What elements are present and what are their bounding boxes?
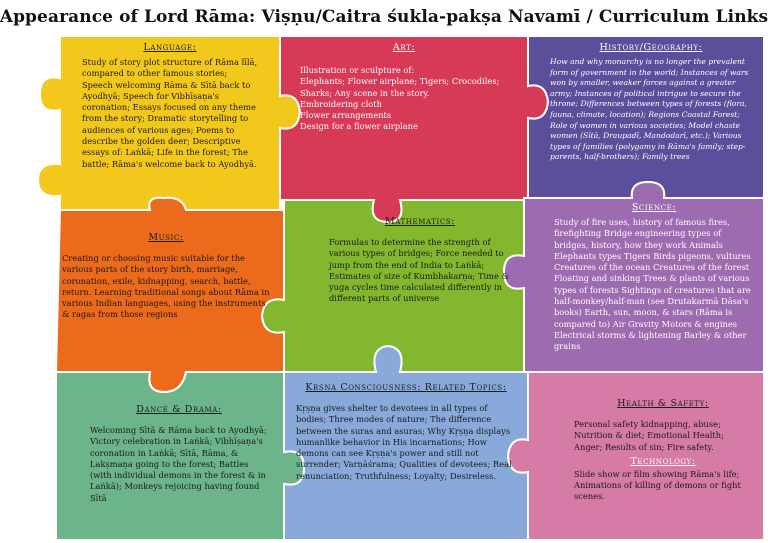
dance-drama-section	[60, 398, 280, 536]
art-heading: Art:	[392, 42, 416, 53]
technology-text: Slide show or film showing Rāma's life; Animations of killing of demons or fight scenes.	[574, 468, 741, 502]
science-text: Study of fire uses, history of famous fires, firefighting Bridge engineering types of bridges, history, how they work Animals Elephants types Tigers Birds pigeons, vultures Creatures of the ocean Creatures of the forest Floating and sinking Trees & plants of various types of forests Sightings of creatures that are half-monkey/half-man (see Drutakarmā Dāsa's books) Earth, sun, moon, & stars (Rāma is compared to) Air Gravity Motors & engines Electrical storms & lightening Barley & other grains	[554, 217, 751, 352]
science-section	[540, 198, 762, 372]
art-line: Design for a flower airplane	[300, 121, 418, 132]
history-text: How and why monarchy is no longer the prevalent form of government in the world; Instances of wars won by smaller, weaker forces against a greater army; Instances of political intrigue to secure the throne; Differences between types of forests (flora, fauna, climate, location); Regions Coastal Forest; Role of women in various societies; Model chaste women (Sītā, Draupadī, Mandodarī, etc.); Various types of families (polygamy in Rāma's family; step-parents, half-brothers); Family trees	[550, 57, 749, 162]
krsna-consciousness-heading: Kṛṣṇa Consciousness: Related Topics:	[305, 382, 507, 393]
language-section	[50, 38, 276, 210]
history-section	[530, 38, 762, 198]
music-section	[50, 220, 280, 370]
krsna-consciousness-section	[290, 378, 526, 536]
history-heading: History/Geography:	[599, 42, 703, 53]
page-title: Appearance of Lord Rāma: Viṣṇu/Caitra śukla-pakṣa Navamī / Curriculum Links	[0, 7, 768, 27]
mathematics-text: Formulas to determine the strength of various types of bridges; Force needed to jump from the end of India to Laṅkā; Estimates of size of Kumbhakarṇa; Time & yuga cycles time calculated differently in different parts of universe	[329, 237, 509, 304]
art-line: Illustration or sculpture of:	[300, 65, 415, 75]
health-safety-heading: Health & Safety:	[617, 398, 709, 409]
language-heading: Language:	[143, 42, 197, 53]
dance-drama-text: Welcoming Sītā & Rāma back to Ayodhyā; Victory celebration in Laṅkā; Vibhīṣaṇa's coronation in Laṅkā; Sītā, Rāma, & Lakṣmaṇa going to the forest; Battles (with individual demons in the forest & in Laṅkā); Monkeys rejoicing having found Sītā	[90, 425, 267, 503]
health-safety-section	[528, 392, 762, 536]
music-heading: Music:	[148, 232, 184, 243]
technology-heading: Technology:	[630, 455, 696, 467]
art-section	[280, 38, 528, 198]
science-heading: Science:	[631, 202, 677, 213]
art-line: Elephants; Flower airplane; Tigers; Crocodiles; Sharks; Any scene in the story.	[300, 76, 500, 98]
music-text: Creating or choosing music suitable for the various parts of the story birth, marriage, coronation, exile, kidnapping, search, battle, return. Learning traditional songs about Rāma in various Indian languages, using the instruments & ragas from those regions	[62, 253, 270, 320]
mathematics-heading: Mathematics:	[384, 216, 456, 227]
krsna-consciousness-text: Kṛṣṇa gives shelter to devotees in all types of bodies; Three modes of nature; The difference between the suras and asuras; Why Kṛṣṇa displays humanlike behavior in His incarnations; How demons can see Kṛṣṇa's power and still not surrender; Varṇāśrama; Qualities of devotees; Real renunciation; Truthfulness; Loyalty; Desireless.	[296, 403, 512, 481]
art-line: Embroidering cloth	[300, 98, 382, 109]
language-text: Study of story plot structure of Rāma līlā, compared to other famous stories; Speech welcoming Rāma & Sītā back to Ayodhyā; Speech for Vibhīṣaṇa's coronation; Essays focused on any theme from the story; Dramatic storytelling to audiences of various ages; Poems to describe the golden deer; Descriptive essays of: Laṅkā; Life in the forest; The battle; Rāma's welcome back to Ayodhyā.	[82, 57, 258, 169]
dance-drama-heading: Dance & Drama:	[136, 404, 222, 415]
art-line: Flower arrangements	[300, 110, 392, 121]
mathematics-section	[285, 212, 523, 362]
health-safety-text: Personal safety kidnapping, abuse; Nutrition & diet; Emotional Health; Anger; Results of sin; Fire safety.	[574, 419, 724, 452]
